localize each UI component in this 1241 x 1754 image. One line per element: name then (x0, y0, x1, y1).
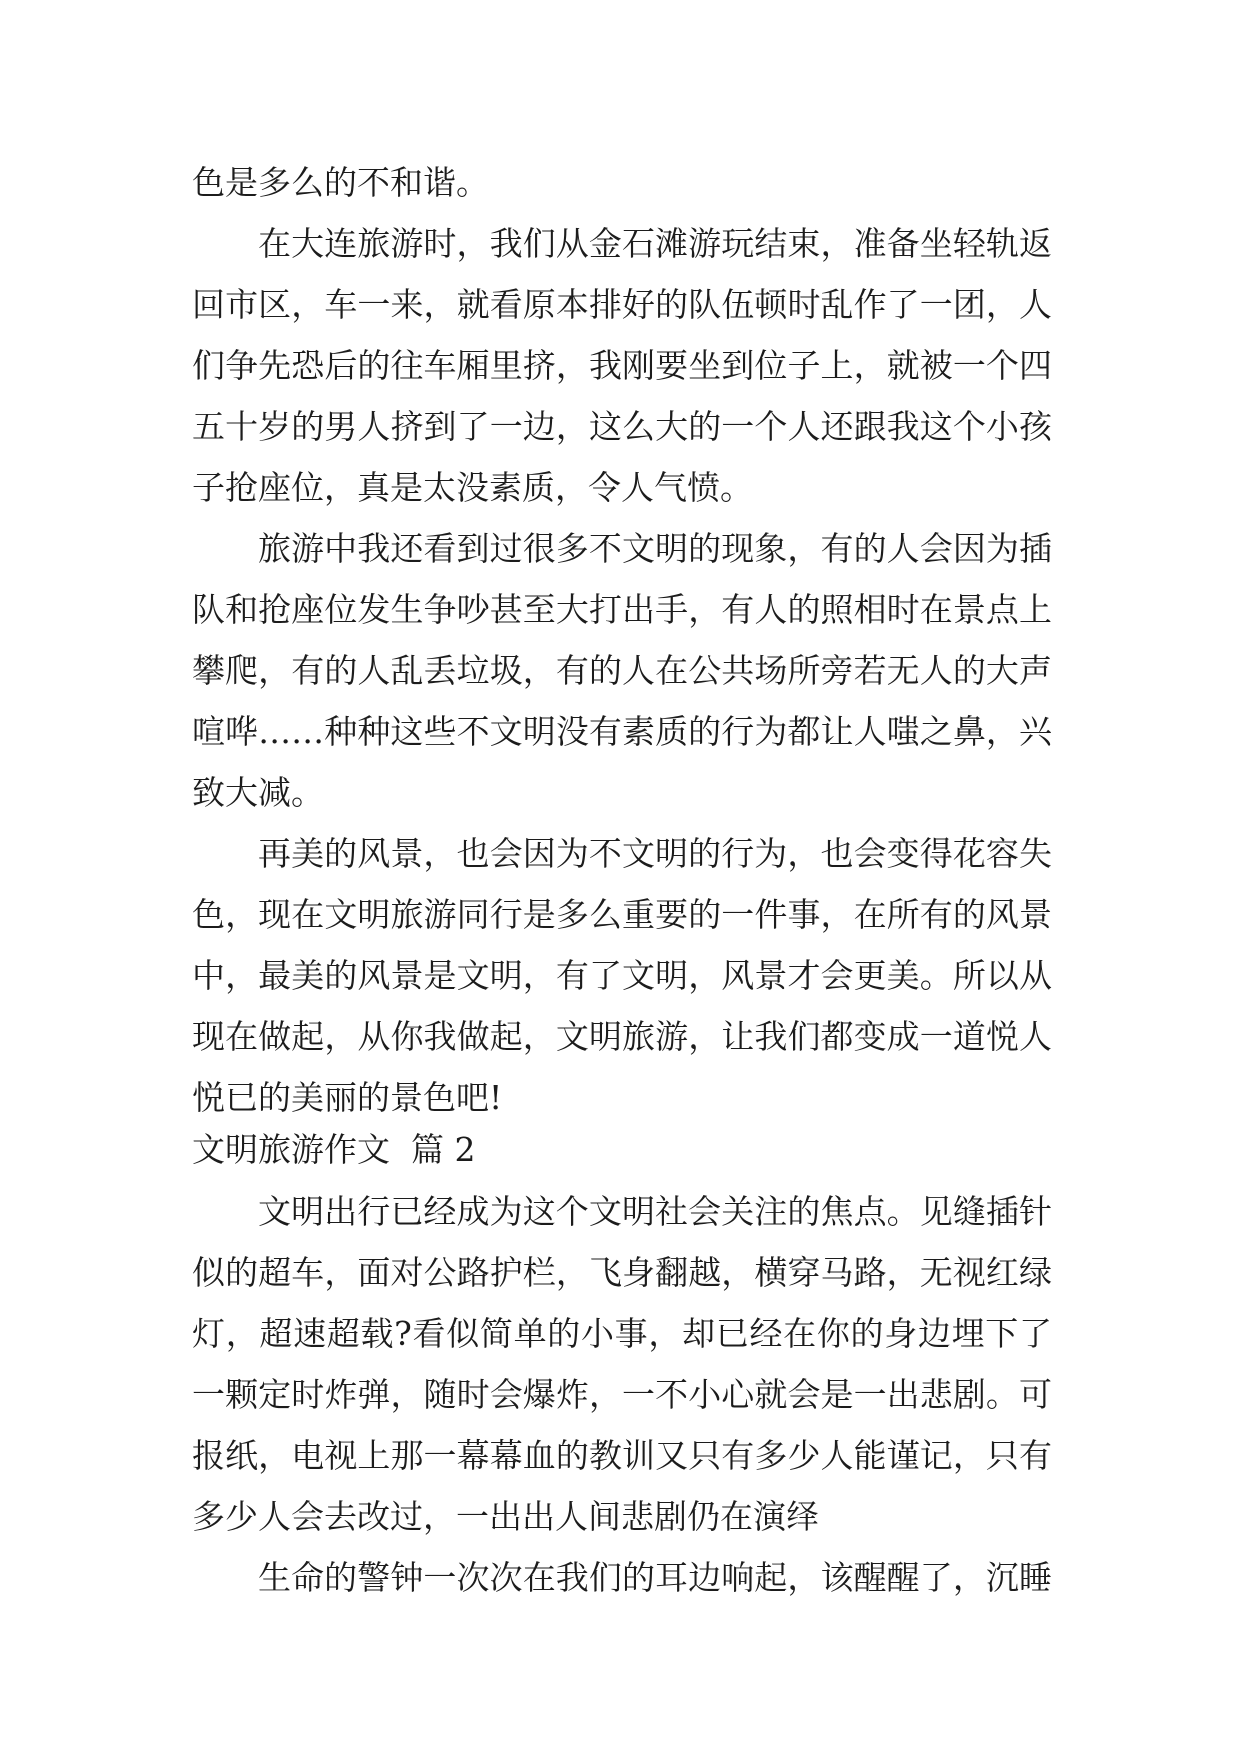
text-line: 在大连旅游时，我们从金石滩游玩结束，准备坐轻轨返 (258, 224, 1052, 263)
text-line: 报纸，电视上那一幕幕血的教训又只有多少人能谨记，只有 (192, 1436, 1052, 1475)
text-line: 多少人会去改过，一出出人间悲剧仍在演绎 (192, 1497, 819, 1536)
text-line: 旅游中我还看到过很多不文明的现象，有的人会因为插 (258, 529, 1052, 568)
text-line: 现在做起，从你我做起，文明旅游，让我们都变成一道悦人 (192, 1017, 1052, 1056)
text-line: 五十岁的男人挤到了一边，这么大的一个人还跟我这个小孩 (192, 407, 1052, 446)
text-line: 生命的警钟一次次在我们的耳边响起，该醒醒了，沉睡 (258, 1558, 1052, 1597)
text-line: 文明出行已经成为这个文明社会关注的焦点。见缝插针 (258, 1192, 1052, 1231)
document-body (192, 152, 1052, 1608)
text-line: 回市区，车一来，就看原本排好的队伍顿时乱作了一团，人 (192, 285, 1052, 324)
text-line: 色是多么的不和谐。 (192, 163, 489, 202)
section-heading: 文明旅游作文 篇 2 (192, 1130, 476, 1169)
paragraph (192, 213, 1052, 518)
paragraph (192, 823, 1052, 1128)
text-line: 们争先恐后的往车厢里挤，我刚要坐到位子上，就被一个四 (192, 346, 1052, 385)
text-line: 一颗定时炸弹，随时会爆炸，一不小心就会是一出悲剧。可 (192, 1375, 1052, 1414)
text-line: 灯，超速超载?看似简单的小事，却已经在你的身边埋下了 (192, 1314, 1052, 1353)
text-line: 中，最美的风景是文明，有了文明，风景才会更美。所以从 (192, 956, 1052, 995)
text-line: 似的超车，面对公路护栏，飞身翻越，横穿马路，无视红绿 (192, 1253, 1052, 1292)
text-line: 喧哗……种种这些不文明没有素质的行为都让人嗤之鼻，兴 (192, 712, 1052, 751)
paragraph (192, 1181, 1052, 1547)
text-line: 队和抢座位发生争吵甚至大打出手，有人的照相时在景点上 (192, 590, 1052, 629)
text-line: 色，现在文明旅游同行是多么重要的一件事，在所有的风景 (192, 895, 1052, 934)
paragraph (192, 518, 1052, 823)
text-line: 攀爬，有的人乱丢垃圾，有的人在公共场所旁若无人的大声 (192, 651, 1052, 690)
paragraph (192, 152, 1052, 213)
text-line: 再美的风景，也会因为不文明的行为，也会变得花容失 (258, 834, 1052, 873)
paragraph (192, 1547, 1052, 1608)
text-line: 子抢座位，真是太没素质，令人气愤。 (192, 468, 753, 507)
text-line: 悦已的美丽的景色吧! (192, 1078, 503, 1117)
text-line: 致大减。 (192, 773, 324, 812)
